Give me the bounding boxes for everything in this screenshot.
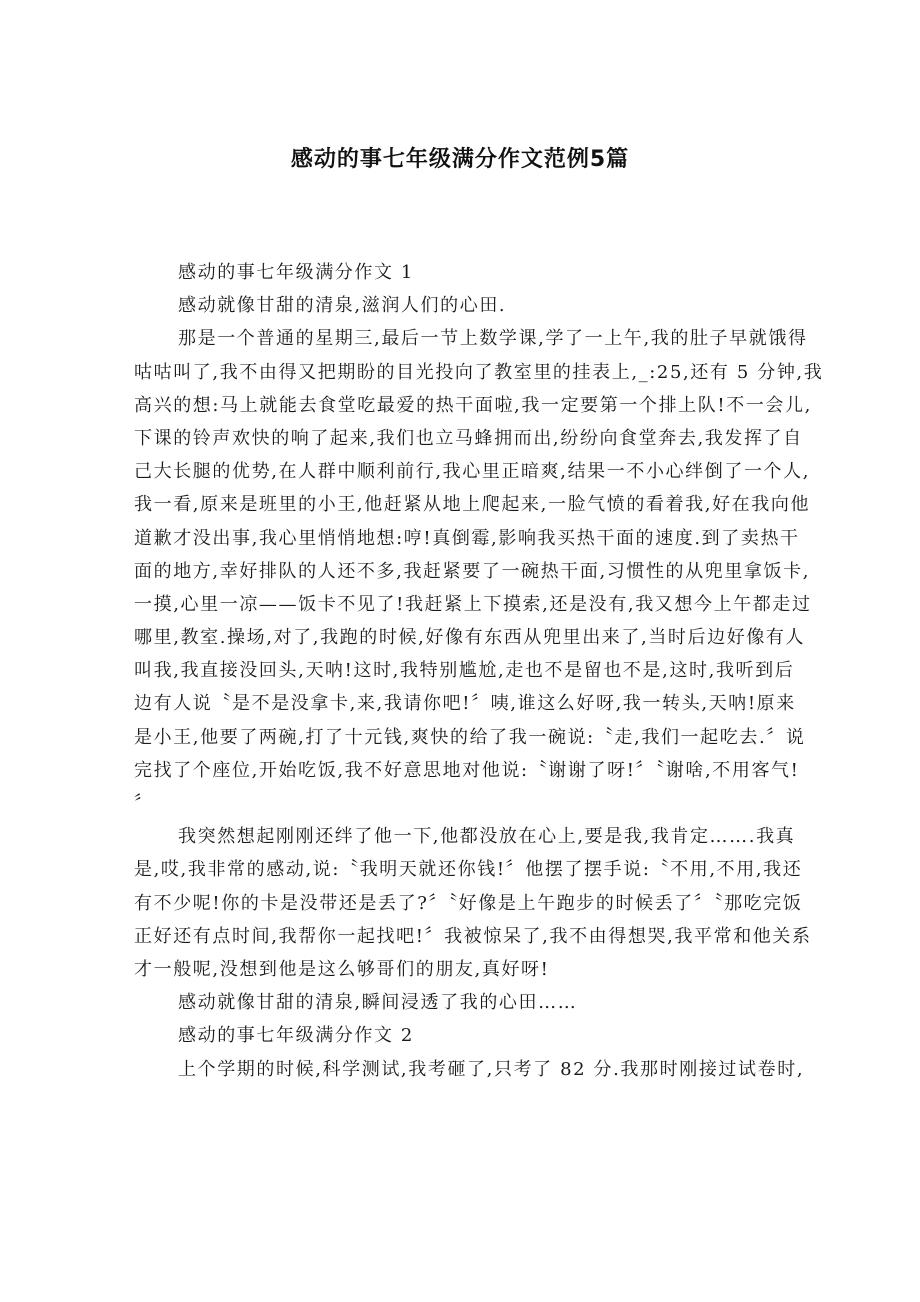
- paragraph-line: 是,哎,我非常的感动,说:〝我明天就还你钱!〞他摆了摆手说:〝不用,不用,我还: [134, 859, 803, 881]
- paragraph-line: 〞: [134, 793, 154, 814]
- paragraph-line: 那是一个普通的星期三,最后一节上数学课,学了一上午,我的肚子早就饿得: [178, 328, 808, 350]
- paragraph-line: 高兴的想:马上就能去食堂吃最爱的热干面啦,我一定要第一个排上队!不一会儿,: [134, 394, 812, 416]
- paragraph-line: 感动就像甘甜的清泉,瞬间浸透了我的心田……: [178, 992, 578, 1014]
- paragraph-line: 道歉才没出事,我心里悄悄地想:哼!真倒霉,影响我买热干面的速度.到了卖热干: [134, 527, 800, 549]
- essay-heading-2: 感动的事七年级满分作文 2: [178, 1025, 414, 1047]
- paragraph-line: 是小王,他要了两碗,打了十元钱,爽快的给了我一碗说:〝走,我们一起吃去.〞说: [134, 726, 806, 748]
- paragraph-line: 己大长腿的优势,在人群中顺利前行,我心里正暗爽,结果一不小心绊倒了一个人,: [134, 461, 811, 483]
- paragraph-line: 我一看,原来是班里的小王,他赶紧从地上爬起来,一脸气愤的看着我,好在我向他: [134, 494, 811, 516]
- paragraph-line: 叫我,我直接没回头,天呐!这时,我特别尴尬,走也不是留也不是,这时,我听到后: [134, 660, 795, 682]
- paragraph-line: 有不少呢!你的卡是没带还是丢了?〞〝好像是上午跑步的时候丢了〞〝那吃完饭: [134, 892, 803, 914]
- paragraph-line: 下课的铃声欢快的响了起来,我们也立马蜂拥而出,纷纷向食堂奔去,我发挥了自: [134, 427, 803, 449]
- paragraph-line: 感动就像甘甜的清泉,滋润人们的心田.: [178, 295, 507, 317]
- paragraph-line: 面的地方,幸好排队的人还不多,我赶紧要了一碗热干面,习惯性的从兜里拿饭卡,: [134, 560, 811, 582]
- paragraph-line: 正好还有点时间,我帮你一起找吧!〞我被惊呆了,我不由得想哭,我平常和他关系: [134, 925, 812, 947]
- paragraph-line: 才一般呢,没想到他是这么够哥们的朋友,真好呀!: [134, 958, 550, 980]
- paragraph-line: 一摸,心里一凉——饭卡不见了!我赶紧上下摸索,还是没有,我又想今上午都走过: [134, 593, 812, 615]
- paragraph-line: 边有人说〝是不是没拿卡,来,我请你吧!〞咦,谁这么好呀,我一转头,天呐!原来: [134, 693, 796, 715]
- paragraph-line: 我突然想起刚刚还绊了他一下,他都没放在心上,要是我,我肯定…….我真: [178, 826, 796, 848]
- paragraph-line: 上个学期的时候,科学测试,我考砸了,只考了 82 分.我那时刚接过试卷时,: [178, 1058, 805, 1080]
- essay-heading-1: 感动的事七年级满分作文 1: [178, 262, 414, 283]
- document-body: [134, 256, 824, 1086]
- paragraph-line: 咕咕叫了,我不由得又把期盼的目光投向了教室里的挂表上,_:25,还有 5 分钟,我: [134, 361, 824, 383]
- document-title: 感动的事七年级满分作文范例5篇: [290, 147, 630, 172]
- paragraph-line: 哪里,教室.操场,对了,我跑的时候,好像有东西从兜里出来了,当时后边好像有人: [134, 627, 806, 649]
- paragraph-line: 完找了个座位,开始吃饭,我不好意思地对他说:〝谢谢了呀!〞〝谢啥,不用客气!: [134, 759, 800, 781]
